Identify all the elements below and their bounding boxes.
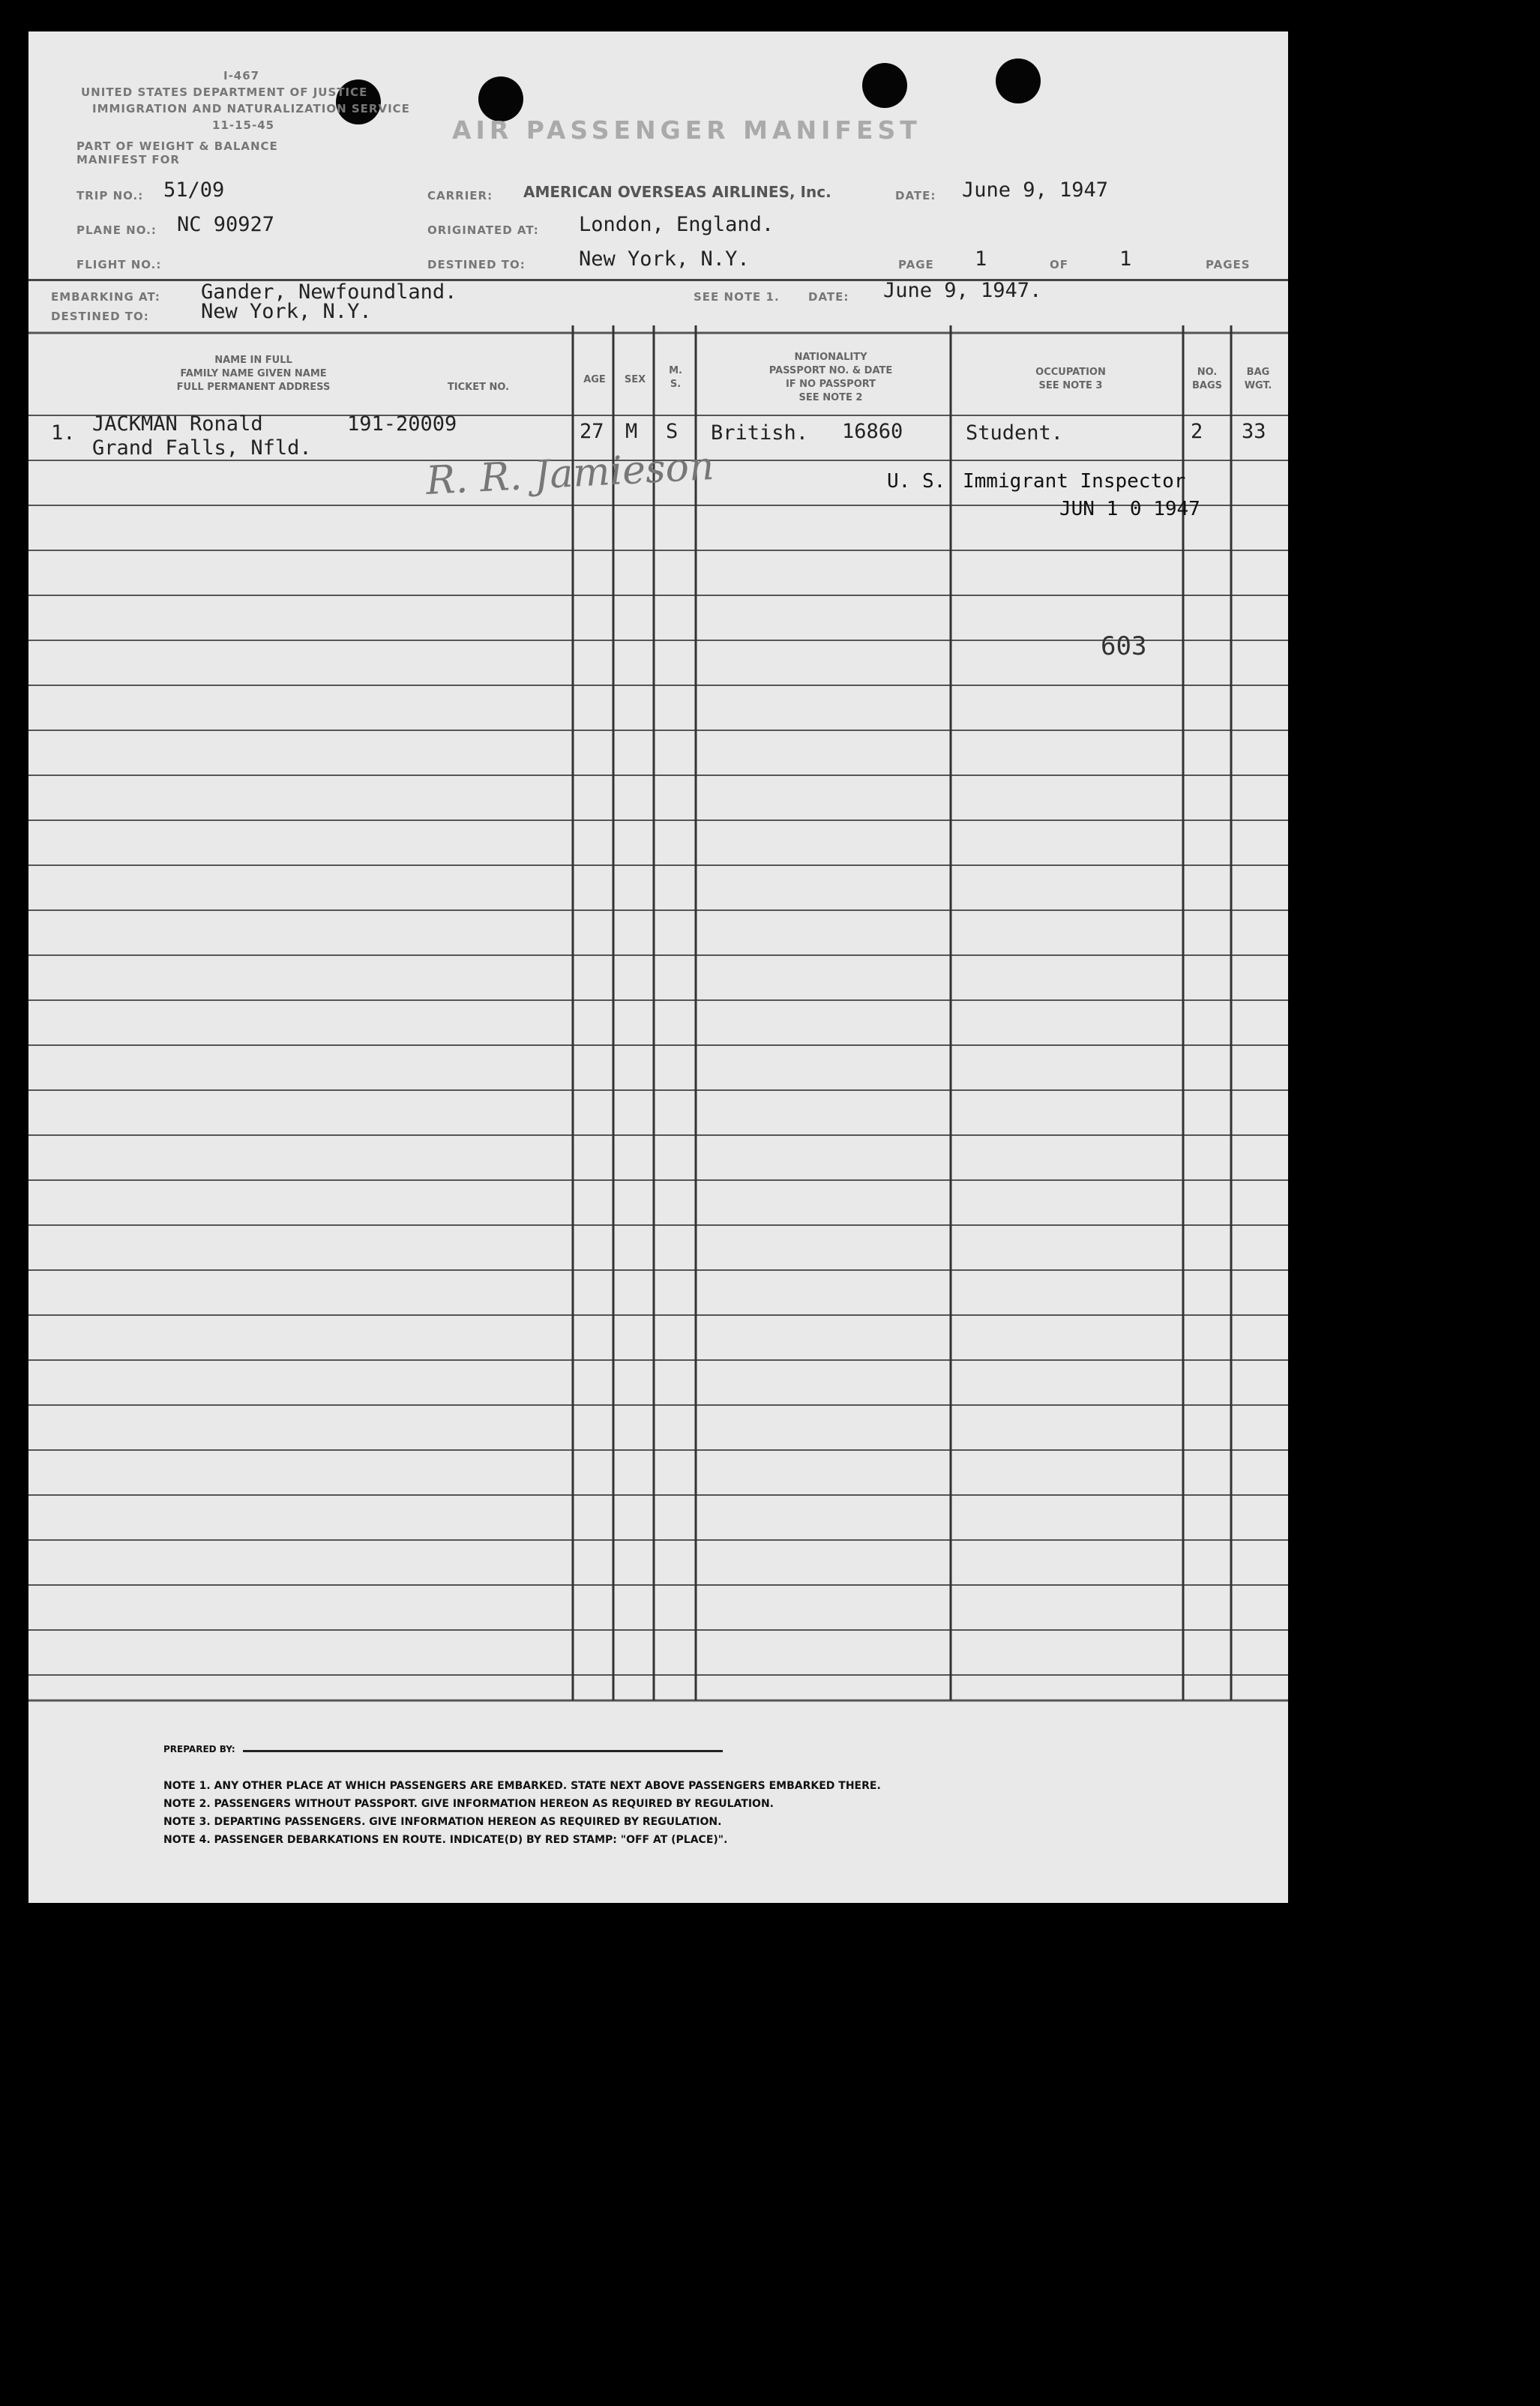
note-4: NOTE 4. PASSENGER DEBARKATIONS EN ROUTE. INDICATE(D) BY RED STAMP: "OFF AT (PLACE)". bbox=[163, 1834, 728, 1846]
date2-label: DATE: bbox=[808, 290, 849, 304]
carrier-value: AMERICAN OVERSEAS AIRLINES, Inc. bbox=[523, 183, 831, 201]
col-header-occupation: OCCUPATION SEE NOTE 3 bbox=[1035, 367, 1106, 391]
destined2-value: New York, N.Y. bbox=[201, 300, 372, 323]
passenger-nationality: British. bbox=[711, 421, 809, 445]
passenger-age: 27 bbox=[580, 420, 604, 443]
of-label: OF bbox=[1050, 258, 1068, 271]
of-value: 1 bbox=[1119, 247, 1132, 271]
embarking-label: EMBARKING AT: bbox=[51, 290, 160, 304]
inspector-signature: R. R. Jamieson bbox=[424, 443, 715, 505]
col-header-ticket: TICKET NO. bbox=[447, 382, 510, 393]
passenger-weight: 33 bbox=[1242, 420, 1266, 443]
part-of-label: PART OF WEIGHT & BALANCE bbox=[76, 139, 278, 153]
originated-value: London, England. bbox=[579, 213, 774, 236]
form-number: I-467 bbox=[223, 69, 260, 82]
note-1: NOTE 1. ANY OTHER PLACE AT WHICH PASSENGERS ARE EMBARKED. STATE NEXT ABOVE PASSENGERS EMBARKED THERE. bbox=[163, 1780, 881, 1792]
stamp-us: U. S. bbox=[887, 470, 946, 493]
stamp-inspector: Immigrant Inspector bbox=[963, 470, 1186, 493]
originated-label: ORIGINATED AT: bbox=[427, 223, 539, 237]
passenger-marital-status: S bbox=[666, 420, 679, 443]
destined-value: New York, N.Y. bbox=[579, 247, 750, 271]
page-value: 1 bbox=[975, 247, 987, 271]
passenger-number: 1. bbox=[51, 421, 76, 445]
form-title: AIR PASSENGER MANIFEST bbox=[452, 115, 921, 145]
col-header-weight: BAG WGT. bbox=[1244, 367, 1272, 391]
passenger-passport: 16860 bbox=[842, 420, 903, 443]
pages-label: PAGES bbox=[1206, 258, 1251, 271]
service-name: IMMIGRATION AND NATURALIZATION SERVICE bbox=[92, 102, 410, 115]
stamp-date: JUN 1 0 1947 bbox=[1059, 498, 1200, 520]
prepared-by-label: PREPARED BY: bbox=[163, 1744, 723, 1754]
note-3: NOTE 3. DEPARTING PASSENGERS. GIVE INFORMATION HEREON AS REQUIRED BY REGULATION. bbox=[163, 1816, 722, 1828]
destined-label: DESTINED TO: bbox=[427, 258, 526, 271]
plane-value: NC 90927 bbox=[177, 213, 275, 236]
manifest-for-label: MANIFEST FOR bbox=[76, 153, 180, 166]
passenger-ticket: 191-20009 bbox=[347, 412, 457, 436]
col-header-ms: M. S. bbox=[669, 365, 682, 390]
passenger-bags: 2 bbox=[1191, 420, 1203, 443]
col-header-sex: SEX bbox=[624, 374, 646, 385]
col-header-bags: NO. BAGS bbox=[1191, 367, 1222, 391]
plane-label: PLANE NO.: bbox=[76, 223, 157, 237]
passenger-occupation: Student. bbox=[966, 421, 1064, 445]
flight-label: FLIGHT NO.: bbox=[76, 258, 162, 271]
manifest-table-grid bbox=[28, 31, 1288, 1903]
embarking-value: Gander, Newfoundland. bbox=[201, 280, 457, 304]
date-label: DATE: bbox=[895, 189, 936, 202]
passenger-name: JACKMAN Ronald bbox=[92, 412, 263, 436]
note-2: NOTE 2. PASSENGERS WITHOUT PASSPORT. GIVE INFORMATION HEREON AS REQUIRED BY REGULATION. bbox=[163, 1798, 774, 1810]
destined2-label: DESTINED TO: bbox=[51, 310, 149, 323]
trip-label: TRIP NO.: bbox=[76, 189, 144, 202]
see-note-label: SEE NOTE 1. bbox=[694, 290, 780, 304]
passenger-address: Grand Falls, Nfld. bbox=[92, 436, 312, 460]
carrier-label: CARRIER: bbox=[427, 189, 493, 202]
passenger-sex: M bbox=[625, 420, 638, 443]
department-name: UNITED STATES DEPARTMENT OF JUSTICE bbox=[81, 85, 368, 99]
handwritten-number: 603 bbox=[1101, 631, 1147, 661]
trip-value: 51/09 bbox=[163, 178, 225, 202]
col-header-age: AGE bbox=[583, 374, 606, 385]
manifest-sheet bbox=[28, 31, 1288, 1903]
date2-value: June 9, 1947. bbox=[883, 279, 1042, 302]
page-label: PAGE bbox=[898, 258, 934, 271]
col-header-nationality: NATIONALITY PASSPORT NO. & DATE IF NO PASSPORT SEE NOTE 2 bbox=[769, 352, 893, 403]
form-date: 11-15-45 bbox=[212, 118, 275, 132]
col-header-name: NAME IN FULL FAMILY NAME GIVEN NAME FULL PERMANENT ADDRESS bbox=[176, 355, 331, 393]
date-value: June 9, 1947 bbox=[962, 178, 1109, 202]
